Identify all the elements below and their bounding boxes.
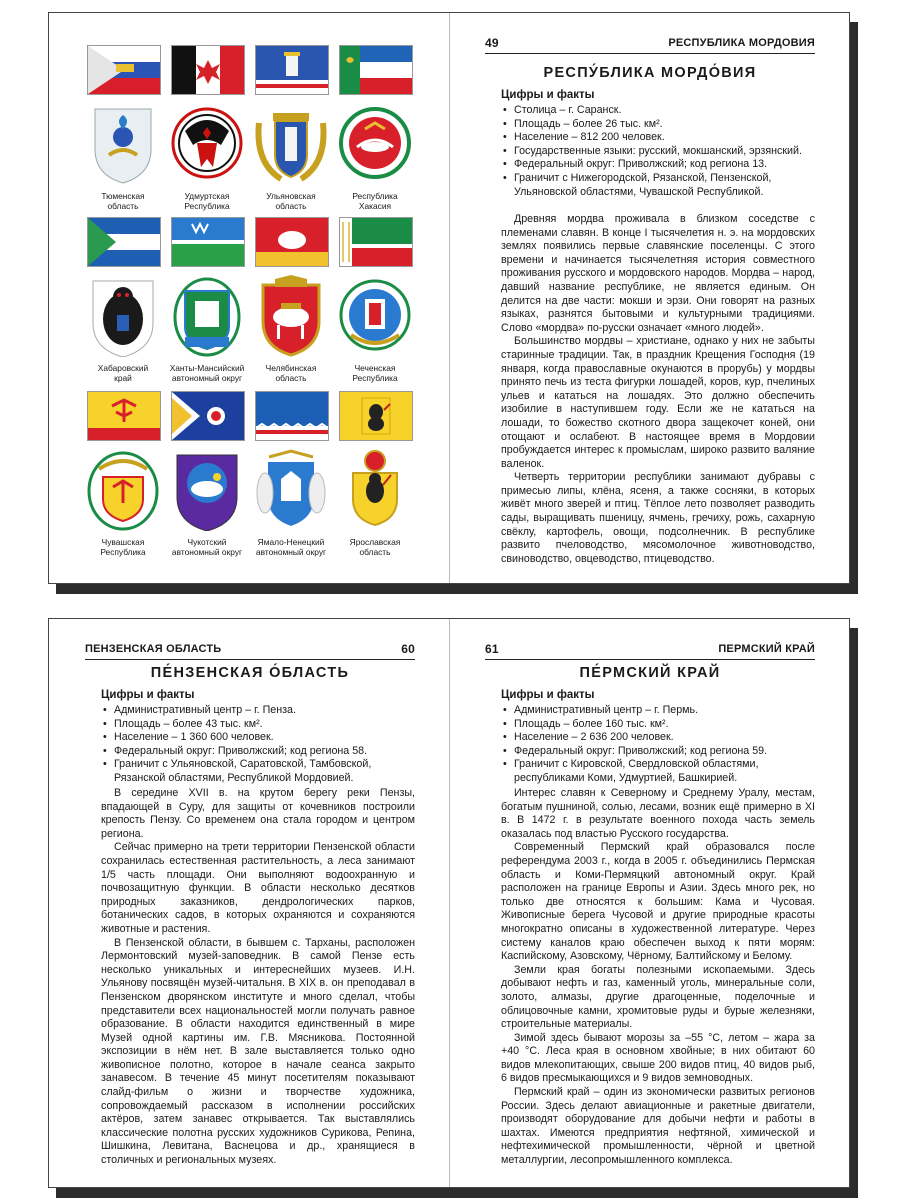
region-caption xyxy=(331,537,419,557)
chuvashia-coat-of-arms-icon xyxy=(87,449,159,531)
khakassia-flag-icon xyxy=(339,45,413,95)
region-emblem-card xyxy=(255,391,327,561)
khmao-coat-of-arms-icon xyxy=(171,275,243,357)
fact-item: • Административный центр – г. Пенза. xyxy=(101,704,415,718)
paragraph: Земли края богаты полезными ископаемыми. Здесь добывают нефть и газ, каменный уголь, минеральные соли, золото, алмазы, другие драгоценные, поделочные и облицовочные камни, хромитовые руды и бурые железняки, строительные материалы. xyxy=(501,963,815,1031)
region-emblem-card xyxy=(339,391,411,561)
fact-item: • Административный центр – г. Пермь. xyxy=(501,704,815,718)
article-body xyxy=(101,787,415,1168)
region-caption-line: Чукотский xyxy=(187,537,227,547)
region-emblem-card xyxy=(87,391,159,561)
running-header xyxy=(485,639,815,660)
fact-item: • Государственные языки: русский, мокшанский, эрзянский. xyxy=(501,145,815,159)
region-caption-line: Хабаровский xyxy=(97,363,149,373)
chechnya-coat-of-arms-icon xyxy=(339,275,411,357)
facts-heading: Цифры и факты xyxy=(501,689,595,701)
region-emblem-card xyxy=(87,45,159,215)
region-caption xyxy=(163,191,251,211)
region-caption xyxy=(79,191,167,211)
region-caption-line: Чеченская xyxy=(354,363,396,373)
udmurtia-flag-icon xyxy=(171,45,245,95)
region-caption-line: область xyxy=(275,201,307,211)
yaroslavl-flag-icon xyxy=(339,391,413,441)
paragraph: Современный Пермский край образовался после референдума 2003 г., когда в 2005 г. объединились Пермская область и Коми-Пермяцкий автономный округ. Край расположен на границе Европы и Азии. Здесь много рек, но только две относятся к большим: Кама и Чусовая. Живописные берега Чусовой и другие природные красоты многократно описаны в художественной литературе. Через систему каналов краю обеспечен выход к пяти морям: Каспийскому, Азовскому, Чёрному, Балтийскому и Белому. xyxy=(501,841,815,963)
region-caption-line: область xyxy=(107,201,139,211)
region-caption-line: автономный округ xyxy=(171,373,243,383)
paragraph: Древняя мордва проживала в близком соседстве с племенами славян. В конце I тысячелетия н. э. на мордовских землях появились первые славянские поселенцы. С этого времени и начинается тысячелетняя история совместного проживания русского и мордовского народов. Мордва – народ, давший название республике, не является единым. Он делится на две части: мокши и эрзи. Они говорят на разных языках, разнятся бытовыми и культурными традициями. Слово «мордва» по-русски означает «много людей». xyxy=(501,213,815,334)
fact-item: • Столица – г. Саранск. xyxy=(501,104,815,118)
region-caption xyxy=(163,363,251,383)
fact-item: • Население – 1 360 600 человек. xyxy=(101,731,415,745)
region-caption-line: Республика xyxy=(352,191,398,201)
region-caption-line: Ханты-Мансийский xyxy=(169,363,245,373)
chechnya-flag-icon xyxy=(339,217,413,267)
region-caption xyxy=(247,537,335,557)
facts-list xyxy=(501,104,815,199)
region-caption-line: область xyxy=(359,547,391,557)
fact-item: • Федеральный округ: Приволжский; код региона 58. xyxy=(101,745,415,759)
yamal-coat-of-arms-icon xyxy=(255,449,327,531)
chukotka-flag-icon xyxy=(171,391,245,441)
page-title: ПЕ́РМСКИЙ КРАЙ xyxy=(579,665,721,681)
fact-item: • Граничит с Нижегородской, Рязанской, Пензенской, Ульяновской областями, Чувашской Республикой. xyxy=(501,172,815,199)
paragraph: Пермский край – один из экономически развитых регионов России. Здесь делают авиационные и ракетные двигатели, производят оборудование для добычи нефти и работы в шахтах. Имеются предприятия нефтяной, химической и нефтехимической промышленности, чёрной и цветной металлургии, лесопромышленного комплекса. xyxy=(501,1086,815,1167)
page-title: ПЕ́НЗЕНСКАЯ О́БЛАСТЬ xyxy=(150,665,350,681)
ulyanovsk-flag-icon xyxy=(255,45,329,95)
region-caption-line: Хакасия xyxy=(358,201,392,211)
ulyanovsk-coat-of-arms-icon xyxy=(255,103,327,185)
running-header xyxy=(85,639,415,660)
khmao-flag-icon xyxy=(171,217,245,267)
running-title: ПЕНЗЕНСКАЯ ОБЛАСТЬ xyxy=(85,643,222,655)
region-caption-line: автономный округ xyxy=(171,547,243,557)
yamal-flag-icon xyxy=(255,391,329,441)
fact-item: • Граничит с Кировской, Свердловской областями, республиками Коми, Удмуртией, Башкирией. xyxy=(501,758,815,785)
facts-list xyxy=(501,704,815,786)
paragraph: Зимой здесь бывают морозы за –55 °С, летом – жара за +40 °С. Леса края в основном хвойные; в них обитают 60 видов млекопитающих, свыше 200 видов птиц, 40 видов рыб, 6 видов пресмыкающихся и 9 видов земноводных. xyxy=(501,1031,815,1085)
region-emblem-card xyxy=(255,45,327,215)
khabarovsk-flag-icon xyxy=(87,217,161,267)
fact-item: • Площадь – более 26 тыс. км². xyxy=(501,118,815,132)
region-caption-line: Республика xyxy=(100,547,146,557)
fact-item: • Федеральный округ: Приволжский; код региона 13. xyxy=(501,158,815,172)
fact-item: • Площадь – более 43 тыс. км². xyxy=(101,718,415,732)
fact-item: • Федеральный округ: Приволжский; код региона 59. xyxy=(501,745,815,759)
page-number: 60 xyxy=(401,642,415,656)
running-title: РЕСПУБЛИКА МОРДОВИЯ xyxy=(668,37,815,49)
region-caption-line: Тюменская xyxy=(101,191,145,201)
fact-item: • Площадь – более 160 тыс. км². xyxy=(501,718,815,732)
penza-page xyxy=(49,619,449,1187)
region-emblem-card xyxy=(171,217,243,387)
mordovia-page xyxy=(449,13,849,583)
region-caption-line: область xyxy=(275,373,307,383)
udmurtia-coat-of-arms-icon xyxy=(171,103,243,185)
article-body xyxy=(501,213,815,566)
running-title: ПЕРМСКИЙ КРАЙ xyxy=(718,643,815,655)
chelyabinsk-flag-icon xyxy=(255,217,329,267)
paragraph: В Пензенской области, в бывшем с. Тарханы, расположен Лермонтовский музей-заповедник. В самой Пензе есть несколько уникальных и интереснейших музеев. И.Н. Ульянову посвящён музей-читальня. В XIX в. он преподавал в Пензенском дворянском институте и много сделал, чтобы представители всех национальностей могли получать равное образование. В области находится единственный в мире Музей одной картины им. Г.В. Мясникова. Постоянной экспозиции в нём нет. В зале выставляется только одно живописное полотно, которое в начале сеанса закрыто занавесом. В течение 45 минут посетителям показывают слайд-фильм о жизни и творчестве художника, сопровождаемый рассказом в исполнении российских актёров, затем занавес открывается. Так выставлялись классические полотна русских художников Сурикова, Репина, Шишкина, Левитана, Васнецова и др., хранящиеся в столичных и региональных музеях. xyxy=(101,936,415,1167)
region-caption xyxy=(247,191,335,211)
perm-page xyxy=(449,619,849,1187)
chukotka-coat-of-arms-icon xyxy=(171,449,243,531)
region-caption-line: автономный округ xyxy=(255,547,327,557)
fact-item: • Население – 812 200 человек. xyxy=(501,131,815,145)
region-emblem-card xyxy=(339,45,411,215)
region-caption-line: Республика xyxy=(184,201,230,211)
region-caption xyxy=(79,363,167,383)
facts-heading: Цифры и факты xyxy=(101,689,195,701)
region-caption-line: край xyxy=(114,373,132,383)
paragraph: Сейчас примерно на трети территории Пензенской области сохранилась естественная растительность, а леса занимают 1/5 часть площади. Они выполняют водоохранную и почвозащитную функции. В области несколько десятков природных заказников, дендрологических парков, ботанических садов, в которых охраняются и сохраняются животные и растения. xyxy=(101,841,415,935)
region-caption xyxy=(331,363,419,383)
fact-item: • Население – 2 636 200 человек. xyxy=(501,731,815,745)
article-body xyxy=(501,787,815,1168)
tyumen-flag-icon xyxy=(87,45,161,95)
khakassia-coat-of-arms-icon xyxy=(339,103,411,185)
region-caption-line: Республика xyxy=(352,373,398,383)
paragraph: Интерес славян к Северному и Среднему Уралу, местам, богатым пушниной, солью, лесами, возник ещё примерно в XI в. В 1472 г. в результате военного похода часть земель оказалась под властью Русского государства. xyxy=(501,787,815,840)
region-caption-line: Ульяновская xyxy=(266,191,316,201)
book-spread-top xyxy=(48,12,850,584)
region-emblem-card xyxy=(255,217,327,387)
region-emblem-card xyxy=(87,217,159,387)
book-spread-bottom xyxy=(48,618,850,1188)
region-emblem-card xyxy=(171,391,243,561)
region-caption-line: Удмуртская xyxy=(184,191,230,201)
region-caption xyxy=(163,537,251,557)
running-header xyxy=(485,33,815,54)
chelyabinsk-coat-of-arms-icon xyxy=(255,275,327,357)
region-caption-line: Ярославская xyxy=(349,537,401,547)
region-caption-line: Челябинская xyxy=(265,363,317,373)
facts-list xyxy=(101,704,415,786)
region-caption xyxy=(79,537,167,557)
region-caption-line: Чувашская xyxy=(101,537,145,547)
facts-heading: Цифры и факты xyxy=(501,89,595,101)
fact-item: • Граничит с Ульяновской, Саратовской, Тамбовской, Рязанской областями, Республикой Мордовией. xyxy=(101,758,415,785)
page-number: 49 xyxy=(485,36,499,50)
page-title: РЕСПУ́БЛИКА МОРДО́ВИЯ xyxy=(543,65,757,81)
khabarovsk-coat-of-arms-icon xyxy=(87,275,159,357)
region-emblem-card xyxy=(339,217,411,387)
paragraph: Большинство мордвы – христиане, однако у них не забыты старинные традиции. Так, в праздник Крещения Господня (19 января, когда православные окунаются в прорубь) у мордвы принято печь из теста фигурки лошадей, коров, кур, пчелиных ульев и кататься на лошадях. Это должно обеспечить изобилие в наступившем году. Если же не кататься на лошади, то божество скотного двора защекочет коней, они отощают и ослабеют. В настоящее время в Мордовии пробуждается интерес к промыслам, широко развито валяние валенок. xyxy=(501,335,815,470)
emblems-page xyxy=(49,13,449,583)
region-caption xyxy=(247,363,335,383)
region-caption-line: Ямало-Ненецкий xyxy=(257,537,325,547)
paragraph: В середине XVII в. на крутом берегу реки Пензы, впадающей в Суру, для защиты от кочевников построили крепость Пензу. Со временем она стала городом и центром региона. xyxy=(101,787,415,840)
paragraph: Четверть территории республики занимают дубравы с примесью липы, клёна, ясеня, а также сосняки, в которых живёт много зверей и птиц. Тёплое лето позволяет разводить сады, выращивать пшеницу, ячмень, гречиху, рожь, сахарную свёклу, картофель, овощи, подсолнечник. В республике развито пчеловодство, мясомолочное животноводство, свиноводство, овцеводство, птицеводство. xyxy=(501,471,815,565)
tyumen-coat-of-arms-icon xyxy=(87,103,159,185)
region-caption xyxy=(331,191,419,211)
region-emblem-card xyxy=(171,45,243,215)
chuvashia-flag-icon xyxy=(87,391,161,441)
yaroslavl-coat-of-arms-icon xyxy=(339,449,411,531)
page-number: 61 xyxy=(485,642,499,656)
